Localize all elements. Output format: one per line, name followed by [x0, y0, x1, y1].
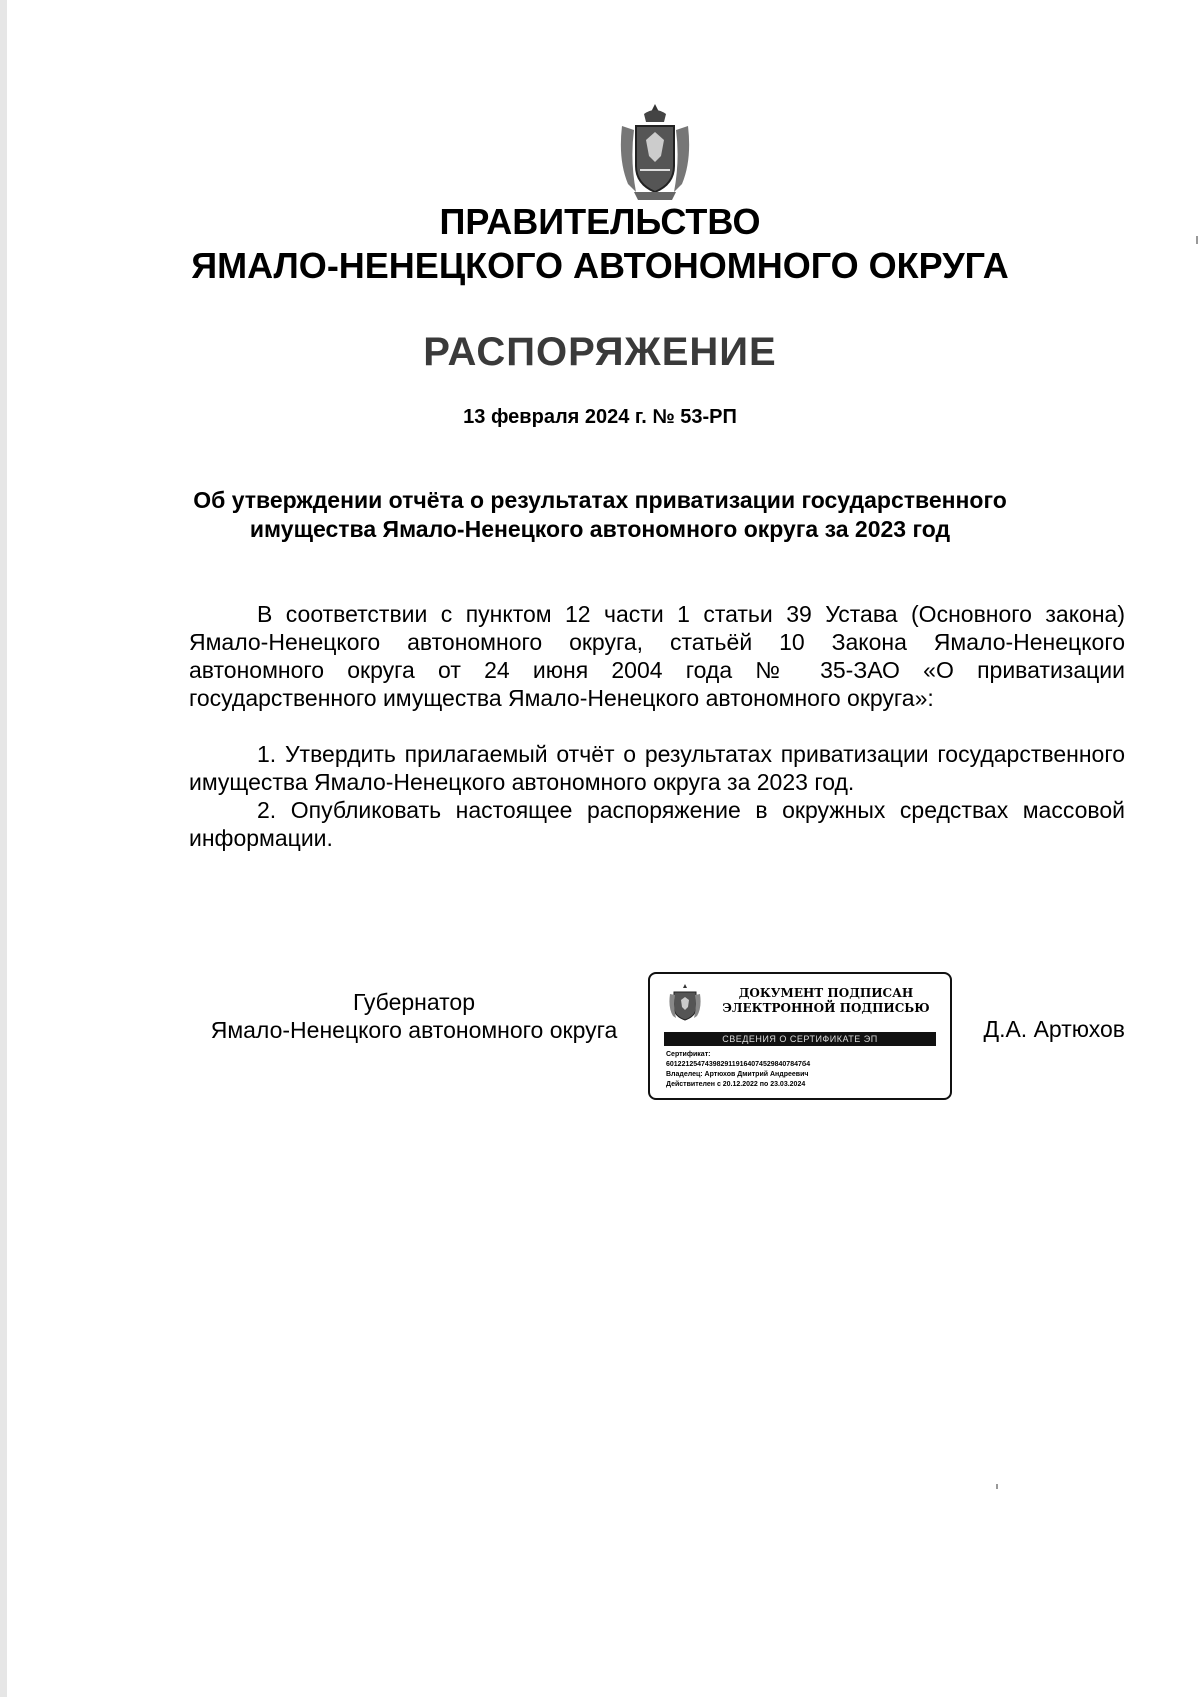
coat-of-arms-icon	[614, 100, 696, 202]
signatory-position	[189, 988, 639, 1044]
stamp-certificate-bar: СВЕДЕНИЯ О СЕРТИФИКАТЕ ЭП	[664, 1032, 936, 1046]
stamp-certificate-number: 60122125474398291191640745298407847б4	[666, 1061, 811, 1068]
document-subject	[180, 486, 1020, 544]
stamp-validity: Действителен с 20.12.2022 по 23.03.2024	[666, 1081, 806, 1088]
stamp-certificate-label: Сертификат:	[666, 1051, 711, 1058]
stamp-title-line2: ЭЛЕКТРОННОЙ ПОДПИСЬЮ	[722, 1001, 930, 1015]
stamp-owner: Владелец: Артюхов Дмитрий Андреевич	[666, 1071, 809, 1078]
stamp-seal-icon	[668, 982, 702, 1024]
document-body	[189, 600, 1125, 852]
stamp-title-line1: ДОКУМЕНТ ПОДПИСАН	[738, 986, 914, 1000]
scan-edge	[0, 0, 7, 1697]
document-date-number: 13 февраля 2024 г. № 53-РП	[463, 406, 737, 428]
government-name-line1: ПРАВИТЕЛЬСТВО	[439, 201, 761, 242]
document-type: РАСПОРЯЖЕНИЕ	[423, 330, 777, 374]
position-line2: Ямало-Ненецкого автономного округа	[210, 1017, 618, 1043]
government-title	[150, 200, 1050, 288]
government-name-line2: ЯМАЛО-НЕНЕЦКОГО АВТОНОМНОГО ОКРУГА	[191, 245, 1009, 286]
electronic-signature-stamp	[648, 972, 952, 1100]
stamp-title	[708, 986, 944, 1016]
item-1-paragraph: 1. Утвердить прилагаемый отчёт о результатах приватизации государственного имущества Ямало-Ненецкого автономного округа за 2023 год.	[189, 741, 1125, 795]
stamp-details	[666, 1050, 946, 1090]
scan-artifact	[996, 1484, 998, 1489]
subject-line1: Об утверждении отчёта о результатах приватизации государственного	[193, 487, 1007, 513]
item-2-paragraph: 2. Опубликовать настоящее распоряжение в окружных средствах массовой информации.	[189, 797, 1125, 851]
subject-line2: имущества Ямало-Ненецкого автономного округа за 2023 год	[249, 516, 951, 542]
signatory-name: Д.А. Артюхов	[983, 1016, 1125, 1042]
preamble-paragraph: В соответствии с пунктом 12 части 1 статьи 39 Устава (Основного закона) Ямало-Ненецкого автономного округа, статьёй 10 Закона Ямало-Ненецкого автономного округа от 24 июня 2004 года № 35-ЗАО «О приватизации государственного имущества Ямало-Ненецкого автономного округа»:	[189, 601, 1125, 711]
scan-artifact	[1196, 236, 1198, 244]
position-line1: Губернатор	[352, 989, 476, 1015]
